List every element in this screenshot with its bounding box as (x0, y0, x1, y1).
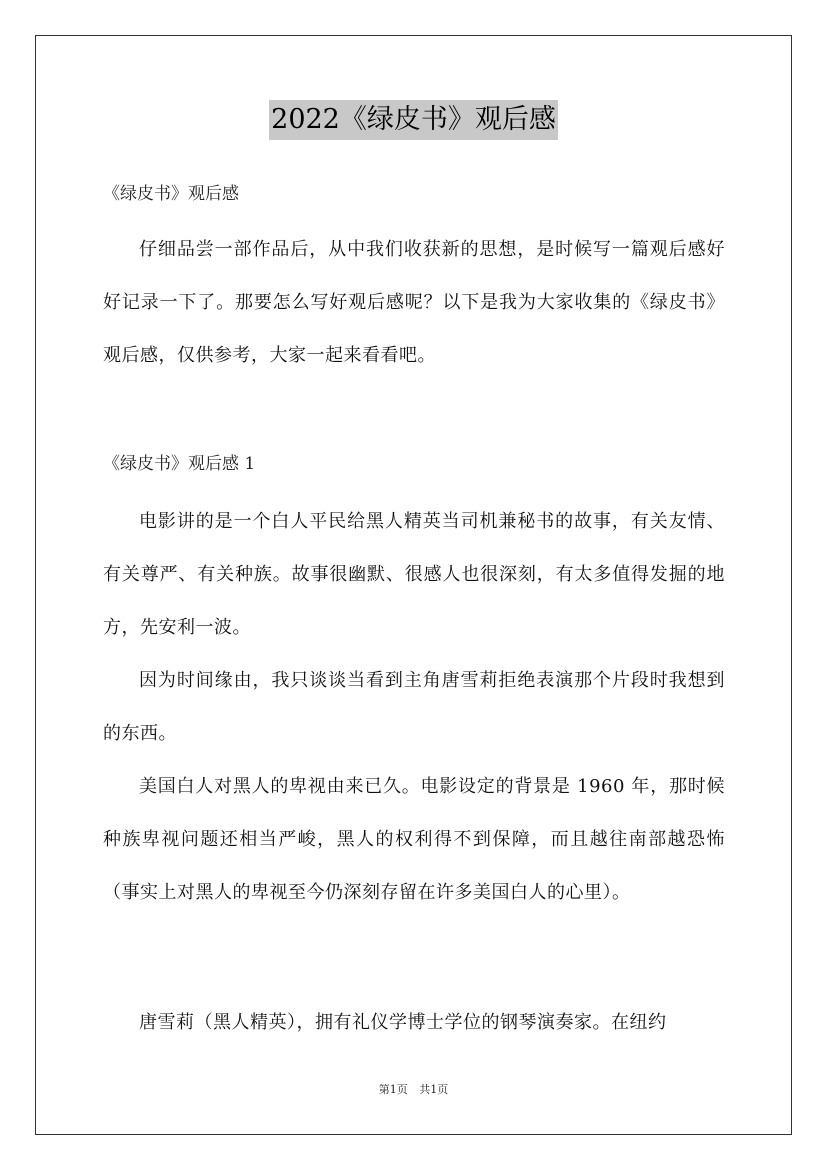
body-paragraph-1: 电影讲的是一个白人平民给黑人精英当司机兼秘书的故事，有关友情、有关尊严、有关种族。故事很幽默、很感人也很深刻，有太多值得发掘的地方，先安利一波。 (103, 511, 725, 638)
document-title: 2022《绿皮书》观后感 (269, 100, 558, 140)
intro-paragraph: 仔细品尝一部作品后，从中我们收获新的思想，是时候写一篇观后感好好记录一下了。那要怎么写好观后感呢？以下是我为大家收集的《绿皮书》观后感，仅供参考，大家一起来看看吧。 (103, 239, 725, 366)
body-paragraph-2: 因为时间缘由，我只谈谈当看到主角唐雪莉拒绝表演那个片段时我想到的东西。 (103, 670, 725, 744)
page-number: 第1页 (378, 1083, 408, 1096)
page-footer (0, 1082, 827, 1098)
title-container (0, 100, 827, 140)
body-paragraph-4: 唐雪莉（黑人精英），拥有礼仪学博士学位的钢琴演奏家。在纽约 (139, 1012, 667, 1033)
section-heading: 《绿皮书》观后感 1 (103, 454, 256, 474)
document-subtitle: 《绿皮书》观后感 (103, 184, 239, 204)
body-paragraph-3: 美国白人对黑人的卑视由来已久。电影设定的背景是 1960 年，那时候种族卑视问题还相当严峻，黑人的权利得不到保障，而且越往南部越恐怖（事实上对黑人的卑视至今仍深刻存留在许多美国白人的心里）。 (103, 776, 725, 903)
page-total: 共1页 (419, 1083, 449, 1096)
